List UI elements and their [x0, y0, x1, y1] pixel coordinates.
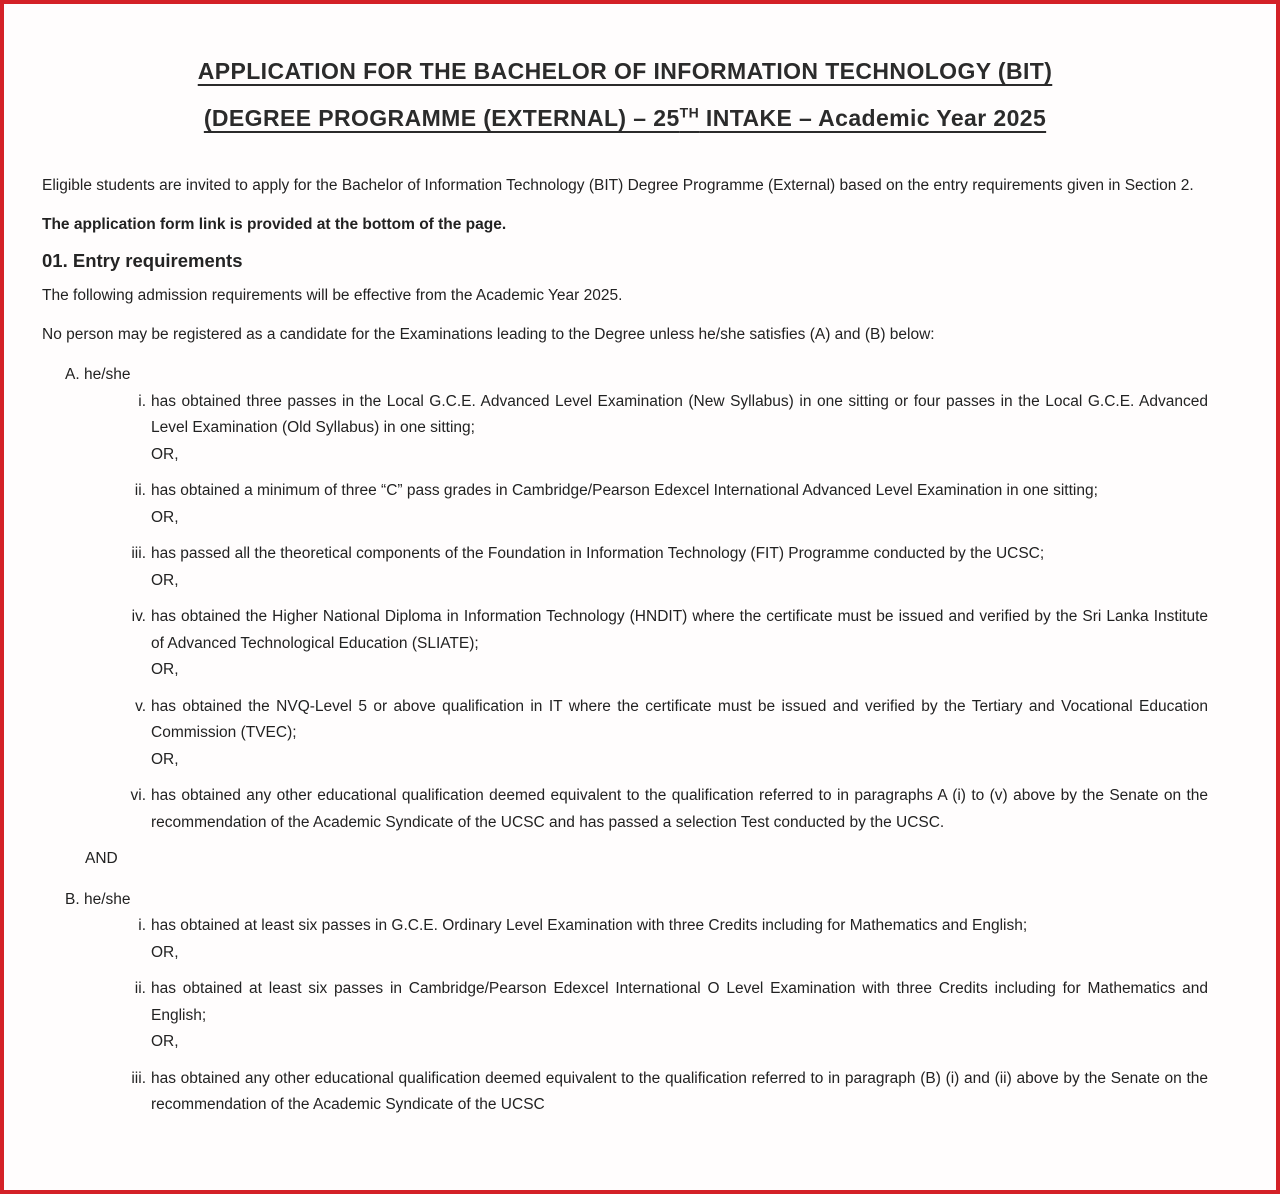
- list-item-text: has obtained the Higher National Diploma in Information Technology (HNDIT) where the certificate must be issued and verified by the Sri Lanka Institute of Advanced Technological Education (SLIATE);: [151, 608, 1208, 652]
- list-item-text: has obtained any other educational qualification deemed equivalent to the qualification referred to in paragraphs A (i) to (v) above by the Senate on the recommendation of the Academic Syndicate of the UCSC and has passed a selection Test conducted by the UCSC.: [151, 787, 1208, 831]
- document-title-line2-text: [204, 105, 1046, 131]
- part-b-list: [42, 913, 1208, 1119]
- list-item-number: i.: [138, 917, 146, 934]
- list-item-number: iv.: [131, 608, 146, 625]
- form-link-note: The application form link is provided at the bottom of the page.: [42, 215, 507, 233]
- list-item-text: has obtained at least six passes in G.C.E. Ordinary Level Examination with three Credits including for Mathematics and English;: [151, 917, 1028, 934]
- list-item-number: vi.: [130, 787, 146, 804]
- list-item-or: OR,: [151, 750, 179, 768]
- list-item-or: OR,: [151, 943, 179, 961]
- list-item-or: OR,: [151, 1033, 179, 1050]
- list-item: [42, 976, 1208, 1056]
- part-a-list: [42, 389, 1208, 837]
- part-connector-and: AND: [85, 850, 118, 867]
- list-item: [42, 694, 1208, 774]
- list-item-text: has obtained the NVQ-Level 5 or above qualification in IT where the certificate must be issued and verified by the Tertiary and Vocational Education Commission (TVEC);: [151, 697, 1208, 741]
- list-item-number: ii.: [134, 482, 146, 499]
- list-item-or: OR,: [151, 571, 179, 589]
- list-item: [42, 541, 1208, 594]
- list-item-body: [151, 389, 1208, 469]
- list-item-number: iii.: [131, 1069, 146, 1087]
- list-item-body: [151, 1066, 1208, 1119]
- list-item: [42, 1066, 1208, 1119]
- list-item: [42, 913, 1208, 966]
- list-item-body: [151, 783, 1208, 836]
- list-item-text: has obtained three passes in the Local G.C.E. Advanced Level Examination (New Syllabus) in one sitting or four passes in the Local G.C.E. Advanced Level Examination (Old Syllabus) in one sitting;: [151, 392, 1208, 436]
- list-item-body: [151, 913, 1208, 966]
- section1-paragraph-1: The following admission requirements will be effective from the Academic Year 2025.: [42, 287, 623, 304]
- list-item-number: i.: [138, 392, 146, 410]
- list-item-text: has passed all the theoretical components of the Foundation in Information Technology (FIT) Programme conducted by the UCSC;: [151, 545, 1045, 562]
- list-item-or: OR,: [151, 445, 179, 463]
- document-title-line1-text: APPLICATION FOR THE BACHELOR OF INFORMATION TECHNOLOGY (BIT): [197, 58, 1053, 84]
- list-item-text: has obtained a minimum of three “C” pass grades in Cambridge/Pearson Edexcel International Advanced Level Examination in one sitting;: [151, 482, 1098, 499]
- list-item-text: has obtained any other educational qualification deemed equivalent to the qualification referred to in paragraph (B) (i) and (ii) above by the Senate on the recommendation of the Academic Syndicate of the UCSC: [151, 1069, 1208, 1113]
- list-item: [42, 783, 1208, 836]
- section-heading-entry-requirements: 01. Entry requirements: [42, 250, 243, 271]
- document-title-line1: [42, 56, 1208, 86]
- list-item-number: v.: [135, 697, 146, 715]
- part-a-label: A. he/she: [65, 366, 131, 383]
- title-line2-suffix: INTAKE – Academic Year 2025: [699, 105, 1047, 131]
- title-line2-prefix: (DEGREE PROGRAMME (EXTERNAL) – 25: [203, 105, 680, 131]
- section1-paragraph-2: No person may be registered as a candidate for the Examinations leading to the Degree unless he/she satisfies (A) and (B) below:: [42, 325, 935, 343]
- list-item: [42, 604, 1208, 684]
- list-item-or: OR,: [151, 661, 179, 678]
- list-item-body: [151, 478, 1208, 531]
- list-item: [42, 389, 1208, 469]
- document-title-line2: [42, 103, 1208, 133]
- list-item-or: OR,: [151, 508, 179, 526]
- title-line2-superscript: TH: [679, 104, 700, 121]
- list-item-body: [151, 694, 1208, 774]
- list-item-body: [151, 976, 1208, 1056]
- list-item-number: iii.: [131, 545, 146, 562]
- list-item-text: has obtained at least six passes in Cambridge/Pearson Edexcel International O Level Examination with three Credits including for Mathematics and English;: [151, 980, 1208, 1024]
- list-item-body: [151, 604, 1208, 684]
- part-b-label: B. he/she: [65, 890, 131, 908]
- list-item-number: ii.: [134, 980, 146, 997]
- list-item: [42, 478, 1208, 531]
- intro-paragraph: Eligible students are invited to apply for the Bachelor of Information Technology (BIT) Degree Programme (External) based on the entry requirements given in Section 2.: [42, 177, 1194, 194]
- list-item-body: [151, 541, 1208, 594]
